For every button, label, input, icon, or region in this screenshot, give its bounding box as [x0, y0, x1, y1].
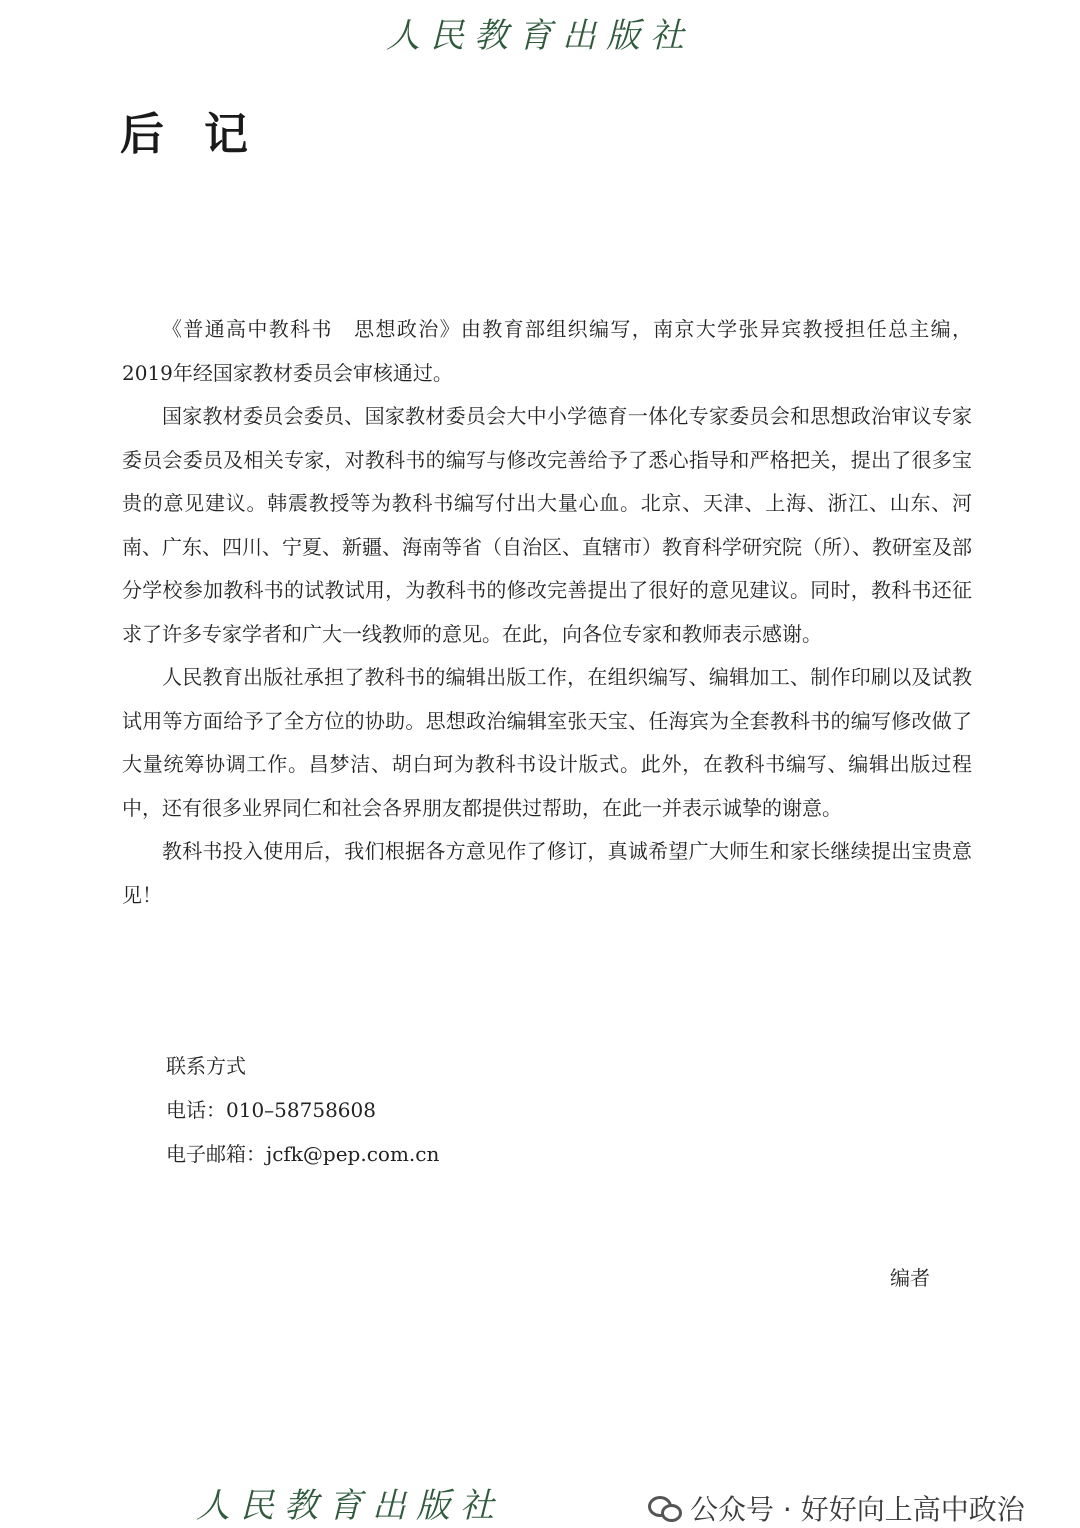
- publisher-logo-bottom: 人民教育出版社: [196, 1486, 504, 1526]
- wechat-watermark: [648, 1488, 1025, 1528]
- paragraph-4: 教科书投入使用后，我们根据各方意见作了修订，真诚希望广大师生和家长继续提出宝贵意见！: [122, 839, 972, 907]
- watermark-text: 公众号 · 好好向上高中政治: [690, 1493, 1025, 1526]
- wechat-icon: [648, 1494, 682, 1522]
- page-title: 后记: [120, 109, 288, 160]
- contact-block: [166, 1044, 439, 1176]
- paragraph-3: 人民教育出版社承担了教科书的编辑出版工作，在组织编写、编辑加工、制作印刷以及试教试用等方面给予了全方位的协助。思想政治编辑室张天宝、任海宾为全套教科书的编写修改做了大量统筹协调工作。昌梦洁、胡白珂为教科书设计版式。此外，在教科书编写、编辑出版过程中，还有很多业界同仁和社会各界朋友都提供过帮助，在此一并表示诚挚的谢意。: [122, 665, 972, 820]
- publisher-logo-top: 人民教育出版社: [386, 16, 694, 56]
- contact-phone: 电话：010–58758608: [166, 1098, 376, 1122]
- afterword-body: [122, 308, 972, 917]
- contact-email: 电子邮箱：jcfk@pep.com.cn: [166, 1142, 440, 1166]
- signature: 编者: [890, 1266, 930, 1290]
- paragraph-2: 国家教材委员会委员、国家教材委员会大中小学德育一体化专家委员会和思想政治审议专家委员会委员及相关专家，对教科书的编写与修改完善给予了悉心指导和严格把关，提出了很多宝贵的意见建议。韩震教授等为教科书编写付出大量心血。北京、天津、上海、浙江、山东、河南、广东、四川、宁夏、新疆、海南等省（自治区、直辖市）教育科学研究院（所）、教研室及部分学校参加教科书的试教试用，为教科书的修改完善提出了很好的意见建议。同时，教科书还征求了许多专家学者和广大一线教师的意见。在此，向各位专家和教师表示感谢。: [122, 404, 972, 646]
- paragraph-1: 《普通高中教科书 思想政治》由教育部组织编写，南京大学张异宾教授担任总主编，2019年经国家教材委员会审核通过。: [122, 317, 972, 385]
- contact-heading: 联系方式: [166, 1054, 246, 1078]
